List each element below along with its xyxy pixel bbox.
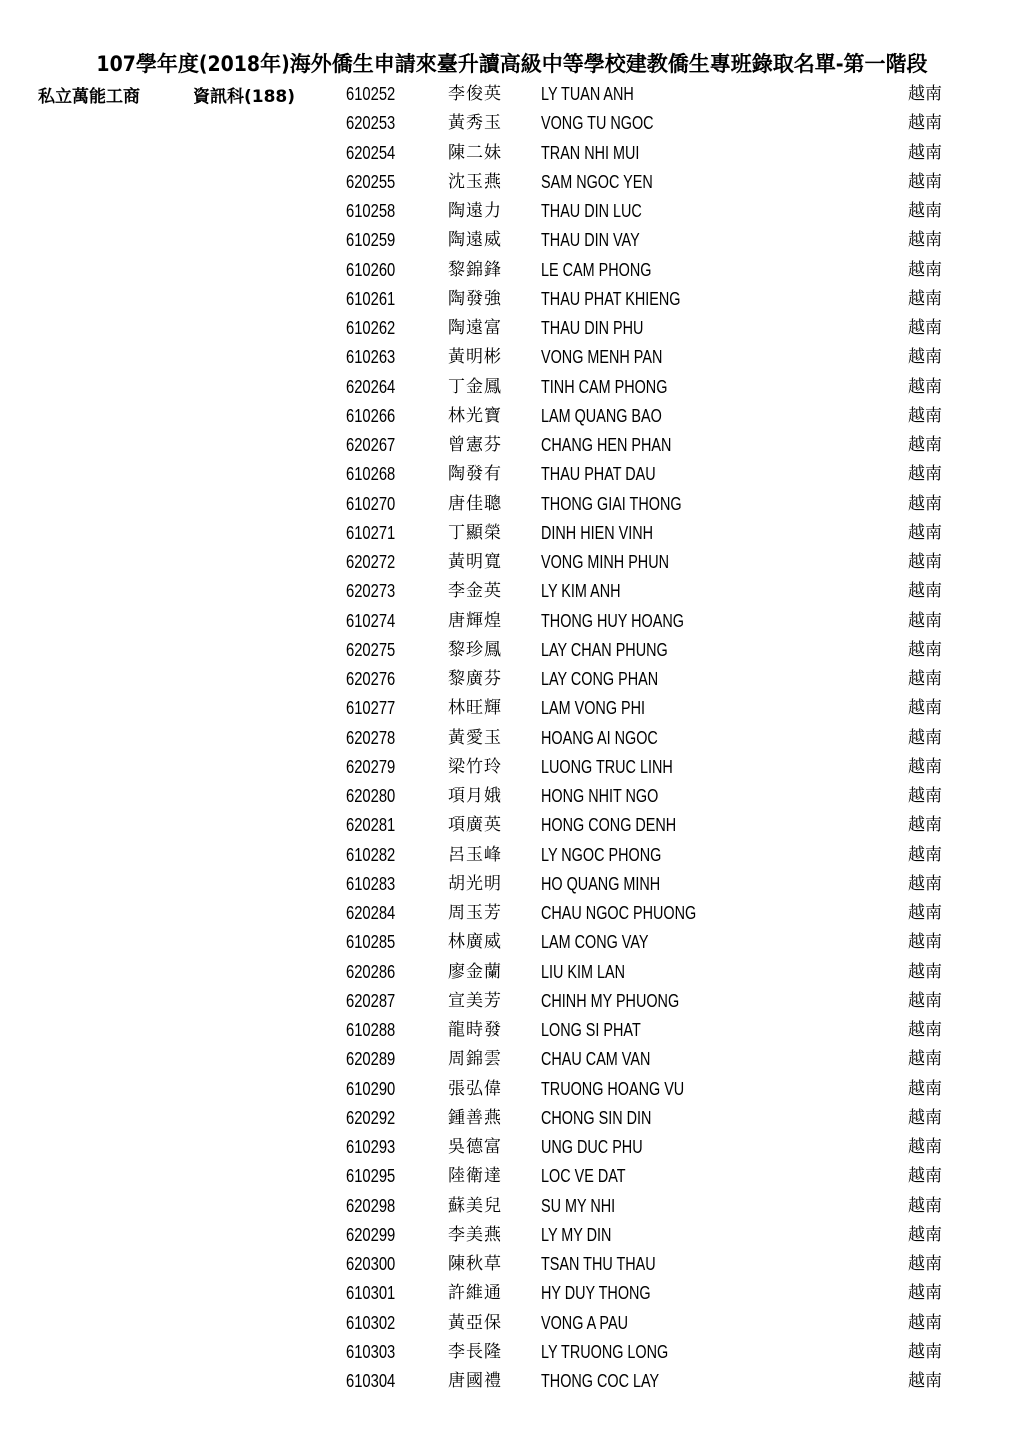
chinese-name: 黎錦鋒: [448, 259, 502, 280]
chinese-name: 唐國禮: [448, 1371, 502, 1391]
chinese-name: 張弘偉: [448, 1078, 502, 1099]
student-id: 620287: [346, 990, 396, 1011]
chinese-name: 黎廣芬: [448, 669, 502, 689]
department-name: 資訊科(188): [193, 87, 296, 107]
chinese-name: 蘇美兒: [448, 1195, 502, 1216]
school-name: 私立萬能工商: [38, 87, 140, 107]
english-name: TRAN NHI MUI: [541, 142, 640, 163]
list-item: [0, 724, 1024, 753]
country: 越南: [908, 786, 942, 806]
list-item: [0, 811, 1024, 840]
chinese-name: 廖金蘭: [448, 961, 502, 982]
chinese-name: 陶遠富: [448, 318, 502, 338]
country: 越南: [908, 1371, 942, 1391]
student-id: 610282: [346, 844, 396, 865]
student-id: 620300: [346, 1254, 396, 1274]
list-item: [0, 80, 1024, 109]
list-item: [0, 1250, 1024, 1279]
chinese-name: 陸衛達: [448, 1166, 502, 1187]
chinese-name: 呂玉峰: [448, 844, 502, 865]
chinese-name: 黃愛玉: [448, 727, 502, 748]
chinese-name: 唐佳聰: [448, 493, 502, 514]
student-id: 620253: [346, 113, 396, 134]
english-name: CHINH MY PHUONG: [541, 990, 680, 1011]
english-name: CHONG SIN DIN: [541, 1107, 652, 1128]
country: 越南: [908, 698, 942, 719]
english-name: HO QUANG MINH: [541, 873, 661, 894]
english-name: LAM QUANG BAO: [541, 405, 662, 426]
chinese-name: 唐輝煌: [448, 610, 502, 631]
country: 越南: [908, 376, 942, 397]
student-id: 610293: [346, 1137, 396, 1157]
country: 越南: [908, 1107, 942, 1128]
student-id: 610290: [346, 1078, 396, 1099]
student-id: 620280: [346, 786, 396, 806]
list-item: [0, 402, 1024, 431]
student-id: 610268: [346, 464, 396, 485]
country: 越南: [908, 1166, 942, 1187]
list-item: [0, 694, 1024, 723]
student-id: 610303: [346, 1341, 396, 1362]
chinese-name: 林光寶: [448, 405, 502, 426]
country: 越南: [908, 961, 942, 982]
country: 越南: [908, 1312, 942, 1333]
english-name: SAM NGOC YEN: [541, 171, 653, 192]
student-id: 610259: [346, 230, 396, 251]
country: 越南: [908, 1078, 942, 1099]
chinese-name: 丁顯榮: [448, 522, 502, 543]
admission-list: [0, 80, 1024, 1396]
country: 越南: [908, 903, 942, 923]
list-item: [0, 226, 1024, 255]
country: 越南: [908, 873, 942, 894]
list-item: [0, 168, 1024, 197]
english-name: VONG MINH PHUN: [541, 552, 670, 572]
english-name: THONG COC LAY: [541, 1371, 660, 1391]
chinese-name: 梁竹玲: [448, 756, 502, 777]
english-name: LUONG TRUC LINH: [541, 756, 673, 777]
country: 越南: [908, 230, 942, 251]
list-item: [0, 314, 1024, 343]
student-id: 610263: [346, 347, 396, 368]
chinese-name: 黃亞保: [448, 1312, 502, 1333]
chinese-name: 李美燕: [448, 1224, 502, 1245]
country: 越南: [908, 581, 942, 602]
chinese-name: 項月娥: [448, 786, 502, 806]
english-name: LAY CONG PHAN: [541, 669, 659, 689]
country: 越南: [908, 142, 942, 163]
country: 越南: [908, 84, 942, 104]
country: 越南: [908, 610, 942, 631]
english-name: VONG A PAU: [541, 1312, 628, 1333]
list-item: [0, 870, 1024, 899]
country: 越南: [908, 1020, 942, 1040]
student-id: 610304: [346, 1371, 396, 1391]
chinese-name: 黃秀玉: [448, 113, 502, 134]
chinese-name: 陶遠力: [448, 201, 502, 221]
list-item: [0, 753, 1024, 782]
english-name: TSAN THU THAU: [541, 1254, 656, 1274]
english-name: TINH CAM PHONG: [541, 376, 668, 397]
list-item: [0, 1279, 1024, 1308]
country: 越南: [908, 318, 942, 338]
list-item: [0, 460, 1024, 489]
country: 越南: [908, 435, 942, 455]
student-id: 620298: [346, 1195, 396, 1216]
country: 越南: [908, 1283, 942, 1304]
student-id: 610288: [346, 1020, 396, 1040]
english-name: LY NGOC PHONG: [541, 844, 662, 865]
chinese-name: 李長隆: [448, 1341, 502, 1362]
student-id: 620292: [346, 1107, 396, 1128]
chinese-name: 陶發有: [448, 464, 502, 485]
list-item: [0, 1162, 1024, 1191]
chinese-name: 沈玉燕: [448, 171, 502, 192]
english-name: VONG TU NGOC: [541, 113, 654, 134]
chinese-name: 林廣威: [448, 932, 502, 953]
student-id: 610302: [346, 1312, 396, 1333]
chinese-name: 陶遠威: [448, 230, 502, 251]
country: 越南: [908, 288, 942, 309]
list-item: [0, 256, 1024, 285]
english-name: VONG MENH PAN: [541, 347, 663, 368]
chinese-name: 李金英: [448, 581, 502, 602]
country: 越南: [908, 1341, 942, 1362]
chinese-name: 吳德富: [448, 1137, 502, 1157]
country: 越南: [908, 990, 942, 1011]
student-id: 610252: [346, 84, 396, 104]
list-item: [0, 1104, 1024, 1133]
english-name: THAU DIN VAY: [541, 230, 640, 251]
student-id: 620255: [346, 171, 396, 192]
english-name: LY KIM ANH: [541, 581, 621, 602]
english-name: UNG DUC PHU: [541, 1137, 643, 1157]
country: 越南: [908, 493, 942, 514]
chinese-name: 宣美芳: [448, 990, 502, 1011]
chinese-name: 曾憲芬: [448, 435, 502, 455]
list-item: [0, 431, 1024, 460]
country: 越南: [908, 1195, 942, 1216]
chinese-name: 丁金鳳: [448, 376, 502, 397]
country: 越南: [908, 727, 942, 748]
student-id: 610301: [346, 1283, 396, 1304]
country: 越南: [908, 201, 942, 221]
english-name: LE CAM PHONG: [541, 259, 652, 280]
student-id: 620264: [346, 376, 396, 397]
english-name: THONG HUY HOANG: [541, 610, 684, 631]
list-item: [0, 782, 1024, 811]
country: 越南: [908, 113, 942, 134]
english-name: CHAU CAM VAN: [541, 1049, 651, 1070]
english-name: HY DUY THONG: [541, 1283, 651, 1304]
student-id: 620289: [346, 1049, 396, 1070]
english-name: LY MY DIN: [541, 1224, 612, 1245]
english-name: THAU DIN LUC: [541, 201, 642, 221]
list-item: [0, 1075, 1024, 1104]
student-id: 620286: [346, 961, 396, 982]
student-id: 610260: [346, 259, 396, 280]
list-item: [0, 607, 1024, 636]
english-name: LY TRUONG LONG: [541, 1341, 669, 1362]
list-item: [0, 519, 1024, 548]
student-id: 610277: [346, 698, 396, 719]
list-item: [0, 1016, 1024, 1045]
list-item: [0, 665, 1024, 694]
student-id: 620278: [346, 727, 396, 748]
list-item: [0, 841, 1024, 870]
english-name: HONG CONG DENH: [541, 815, 677, 836]
list-item: [0, 577, 1024, 606]
student-id: 610285: [346, 932, 396, 953]
chinese-name: 黃明寬: [448, 552, 502, 572]
english-name: HOANG AI NGOC: [541, 727, 658, 748]
english-name: CHANG HEN PHAN: [541, 435, 672, 455]
english-name: THAU PHAT DAU: [541, 464, 656, 485]
country: 越南: [908, 1224, 942, 1245]
english-name: THAU DIN PHU: [541, 318, 644, 338]
english-name: DINH HIEN VINH: [541, 522, 654, 543]
student-id: 620284: [346, 903, 396, 923]
english-name: CHAU NGOC PHUONG: [541, 903, 697, 923]
student-id: 620267: [346, 435, 396, 455]
chinese-name: 項廣英: [448, 815, 502, 836]
list-item: [0, 1309, 1024, 1338]
student-id: 620273: [346, 581, 396, 602]
country: 越南: [908, 756, 942, 777]
chinese-name: 胡光明: [448, 873, 502, 894]
list-item: [0, 343, 1024, 372]
chinese-name: 龍時發: [448, 1020, 502, 1040]
country: 越南: [908, 464, 942, 485]
list-item: [0, 636, 1024, 665]
english-name: LAM CONG VAY: [541, 932, 649, 953]
country: 越南: [908, 405, 942, 426]
list-item: [0, 1192, 1024, 1221]
student-id: 620254: [346, 142, 396, 163]
chinese-name: 周錦雲: [448, 1049, 502, 1070]
list-item: [0, 987, 1024, 1016]
list-item: [0, 1367, 1024, 1396]
list-item: [0, 139, 1024, 168]
student-id: 610283: [346, 873, 396, 894]
english-name: LY TUAN ANH: [541, 84, 634, 104]
student-id: 610266: [346, 405, 396, 426]
country: 越南: [908, 1049, 942, 1070]
english-name: LOC VE DAT: [541, 1166, 626, 1187]
english-name: THAU PHAT KHIENG: [541, 288, 681, 309]
country: 越南: [908, 815, 942, 836]
chinese-name: 鍾善燕: [448, 1107, 502, 1128]
country: 越南: [908, 639, 942, 660]
page-title: 107學年度(2018年)海外僑生申請來臺升讀高級中等學校建教僑生專班錄取名單-第一階段: [96, 52, 928, 76]
list-item: [0, 373, 1024, 402]
country: 越南: [908, 844, 942, 865]
chinese-name: 黎珍鳳: [448, 639, 502, 660]
list-item: [0, 958, 1024, 987]
chinese-name: 許維通: [448, 1283, 502, 1304]
english-name: LONG SI PHAT: [541, 1020, 641, 1040]
list-item: [0, 548, 1024, 577]
country: 越南: [908, 1137, 942, 1157]
student-id: 610271: [346, 522, 396, 543]
country: 越南: [908, 522, 942, 543]
student-id: 610270: [346, 493, 396, 514]
chinese-name: 周玉芳: [448, 903, 502, 923]
chinese-name: 陶發強: [448, 288, 502, 309]
list-item: [0, 285, 1024, 314]
english-name: SU MY NHI: [541, 1195, 616, 1216]
country: 越南: [908, 669, 942, 689]
list-item: [0, 1221, 1024, 1250]
list-item: [0, 899, 1024, 928]
english-name: TRUONG HOANG VU: [541, 1078, 685, 1099]
country: 越南: [908, 259, 942, 280]
list-item: [0, 1045, 1024, 1074]
student-id: 610261: [346, 288, 396, 309]
student-id: 620276: [346, 669, 396, 689]
list-item: [0, 1133, 1024, 1162]
chinese-name: 黃明彬: [448, 347, 502, 368]
student-id: 610295: [346, 1166, 396, 1187]
country: 越南: [908, 932, 942, 953]
chinese-name: 陳秋草: [448, 1254, 502, 1274]
list-item: [0, 109, 1024, 138]
english-name: THONG GIAI THONG: [541, 493, 682, 514]
country: 越南: [908, 1254, 942, 1274]
chinese-name: 林旺輝: [448, 698, 502, 719]
chinese-name: 陳二妹: [448, 142, 502, 163]
english-name: LAY CHAN PHUNG: [541, 639, 668, 660]
english-name: LAM VONG PHI: [541, 698, 646, 719]
student-id: 610262: [346, 318, 396, 338]
student-id: 620279: [346, 756, 396, 777]
country: 越南: [908, 552, 942, 572]
country: 越南: [908, 347, 942, 368]
student-id: 610274: [346, 610, 396, 631]
list-item: [0, 197, 1024, 226]
english-name: HONG NHIT NGO: [541, 786, 659, 806]
student-id: 620299: [346, 1224, 396, 1245]
student-id: 620275: [346, 639, 396, 660]
english-name: LIU KIM LAN: [541, 961, 626, 982]
student-id: 620272: [346, 552, 396, 572]
list-item: [0, 490, 1024, 519]
list-item: [0, 928, 1024, 957]
list-item: [0, 1338, 1024, 1367]
student-id: 620281: [346, 815, 396, 836]
country: 越南: [908, 171, 942, 192]
student-id: 610258: [346, 201, 396, 221]
chinese-name: 李俊英: [448, 84, 502, 104]
